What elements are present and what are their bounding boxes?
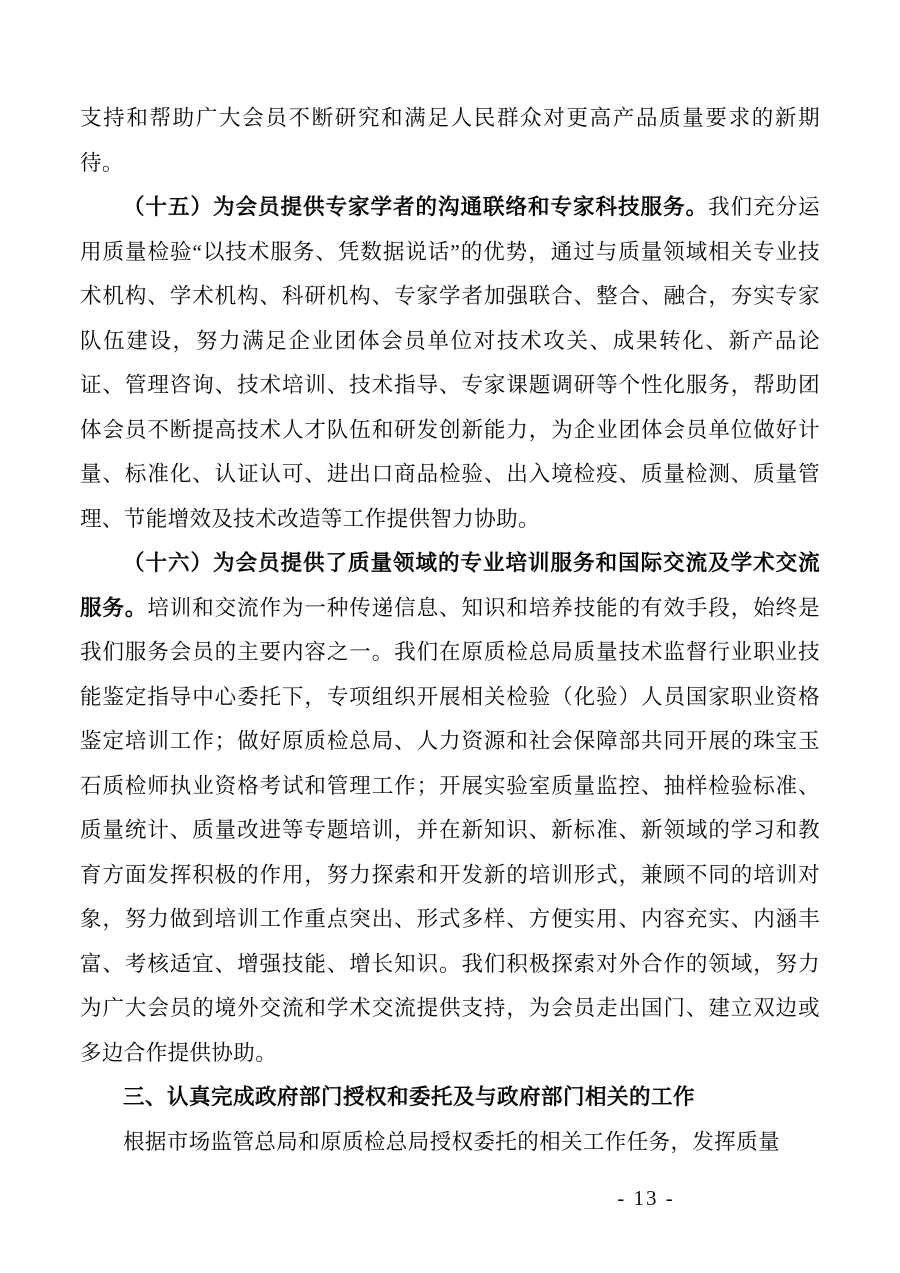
paragraph-item-15 bbox=[80, 185, 820, 541]
paragraph-closing bbox=[80, 1120, 820, 1165]
page-number: - 13 - bbox=[617, 1186, 675, 1210]
document-body bbox=[80, 96, 820, 1164]
paragraph-continuation bbox=[80, 96, 820, 185]
paragraph-text: 支持和帮助广大会员不断研究和满足人民群众对更高产品质量要求的新期待。 bbox=[80, 106, 820, 175]
section-heading-three: 三、认真完成政府部门授权和委托及与政府部门相关的工作 bbox=[123, 1085, 696, 1109]
paragraph-text: 我们充分运用质量检验“以技术服务、凭数据说话”的优势，通过与质量领域相关专业技术机构、学术机构、科研机构、专家学者加强联合、整合、融合，夯实专家队伍建设，努力满足企业团体会员单位对技术攻关、成果转化、新产品论证、管理咨询、技术培训、技术指导、专家课题调研等个性化服务，帮助团体会员不断提高技术人才队伍和研发创新能力，为企业团体会员单位做好计量、标准化、认证认可、进出口商品检验、出入境检疫、质量检测、质量管理、节能增效及技术改造等工作提供智力协助。 bbox=[80, 195, 820, 531]
paragraph-lead-bold: （十五）为会员提供专家学者的沟通联络和专家科技服务。 bbox=[123, 195, 709, 219]
page-footer bbox=[0, 1186, 900, 1211]
paragraph-lead-bold: （十六）为会员提供了质量领域的专业培训服务和国际交流及学术交流服务。 bbox=[80, 551, 820, 620]
paragraph-text: 根据市场监管总局和原质检总局授权委托的相关工作任务，发挥质量 bbox=[123, 1129, 781, 1154]
paragraph-text: 培训和交流作为一种传递信息、知识和培养技能的有效手段，始终是我们服务会员的主要内容之一。我们在原质检总局质量技术监督行业职业技能鉴定指导中心委托下，专项组织开展相关检验（化验）人员国家职业资格鉴定培训工作；做好原质检总局、人力资源和社会保障部共同开展的珠宝玉石质检师执业资格考试和管理工作；开展实验室质量监控、抽样检验标准、质量统计、质量改进等专题培训，并在新知识、新标准、新领域的学习和教育方面发挥积极的作用，努力探索和开发新的培训形式，兼顾不同的培训对象，努力做到培训工作重点突出、形式多样、方便实用、内容充实、内涵丰富、考核适宜、增强技能、增长知识。我们积极探索对外合作的领域，努力为广大会员的境外交流和学术交流提供支持，为会员走出国门、建立双边或多边合作提供协助。 bbox=[80, 595, 820, 1065]
paragraph-item-16 bbox=[80, 541, 820, 1075]
